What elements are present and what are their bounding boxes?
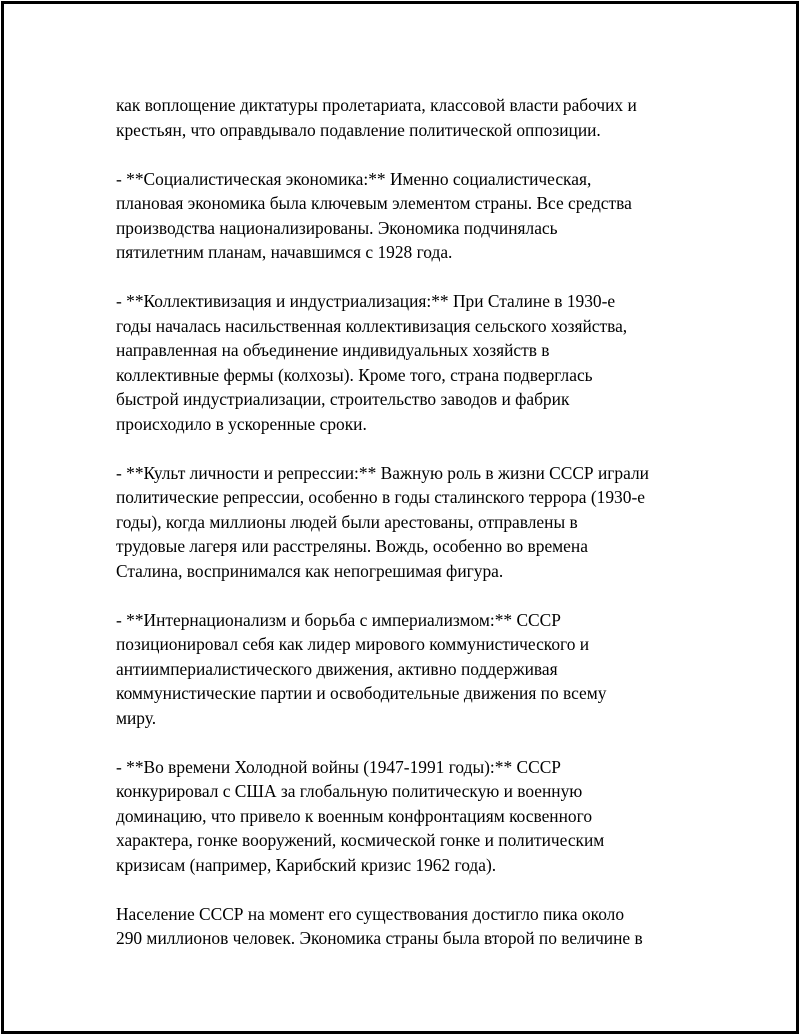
text-line: кризисам (например, Карибский кризис 1962 года).	[116, 854, 497, 875]
text-line: 290 миллионов человек. Экономика страны была второй по величине в	[116, 928, 643, 948]
text-line: трудовые лагеря или расстреляны. Вождь, особенно во времена	[116, 536, 588, 556]
text-line: плановая экономика была ключевым элементом страны. Все средства	[116, 193, 632, 213]
document-body	[116, 93, 696, 975]
paragraph-intro-continuation	[116, 93, 696, 142]
text-line: происходило в ускоренные сроки.	[116, 413, 367, 434]
text-line: годы), когда миллионы людей были арестованы, отправлены в	[116, 511, 578, 532]
text-line: коммунистические партии и освободительные движения по всему	[116, 683, 607, 703]
text-line: доминацию, что привело к военным конфронтациям косвенного	[116, 805, 593, 826]
text-line: коллективные фермы (колхозы). Кроме того, страна подверглась	[116, 364, 593, 385]
text-line: - **Коллективизация и индустриализация:** При Сталине в 1930-е	[116, 291, 616, 311]
text-line: миру.	[116, 707, 157, 728]
text-line: как воплощение диктатуры пролетариата, классовой власти рабочих и	[116, 95, 637, 115]
text-line: - **Культ личности и репрессии:** Важную роль в жизни СССР играли	[116, 462, 649, 483]
text-line: Население СССР на момент его существования достигло пика около	[116, 903, 625, 924]
text-line: быстрой индустриализации, строительство заводов и фабрик	[116, 389, 570, 409]
text-line: - **Во времени Холодной войны (1947-1991 годы):** СССР	[116, 756, 561, 777]
text-line: направленная на объединение индивидуальных хозяйств в	[116, 340, 550, 360]
paragraph-socialist-economy	[116, 167, 696, 265]
text-line: антиимпериалистического движения, активно поддерживая	[116, 658, 558, 679]
text-line: крестьян, что оправдывало подавление политической оппозиции.	[116, 119, 601, 140]
text-line: производства национализированы. Экономика подчинялась	[116, 217, 558, 238]
text-line: политические репрессии, особенно в годы сталинского террора (1930-е	[116, 487, 645, 507]
text-line: - **Социалистическая экономика:** Именно социалистическая,	[116, 168, 592, 189]
text-line: Сталина, воспринимался как непогрешимая фигура.	[116, 560, 504, 581]
text-line: - **Интернационализм и борьба с империализмом:** СССР	[116, 609, 561, 630]
paragraph-personality-cult	[116, 461, 696, 584]
paragraph-collectivization	[116, 289, 696, 436]
paragraph-cold-war	[116, 755, 696, 878]
text-line: пятилетним планам, начавшимся с 1928 года.	[116, 242, 453, 262]
text-line: характера, гонке вооружений, космической гонке и политическим	[116, 830, 605, 850]
text-line: позиционировал себя как лидер мирового коммунистического и	[116, 634, 590, 654]
paragraph-population	[116, 902, 696, 951]
paragraph-internationalism	[116, 608, 696, 731]
text-line: годы началась насильственная коллективизация сельского хозяйства,	[116, 315, 628, 336]
text-line: конкурировал с США за глобальную политическую и военную	[116, 781, 583, 801]
